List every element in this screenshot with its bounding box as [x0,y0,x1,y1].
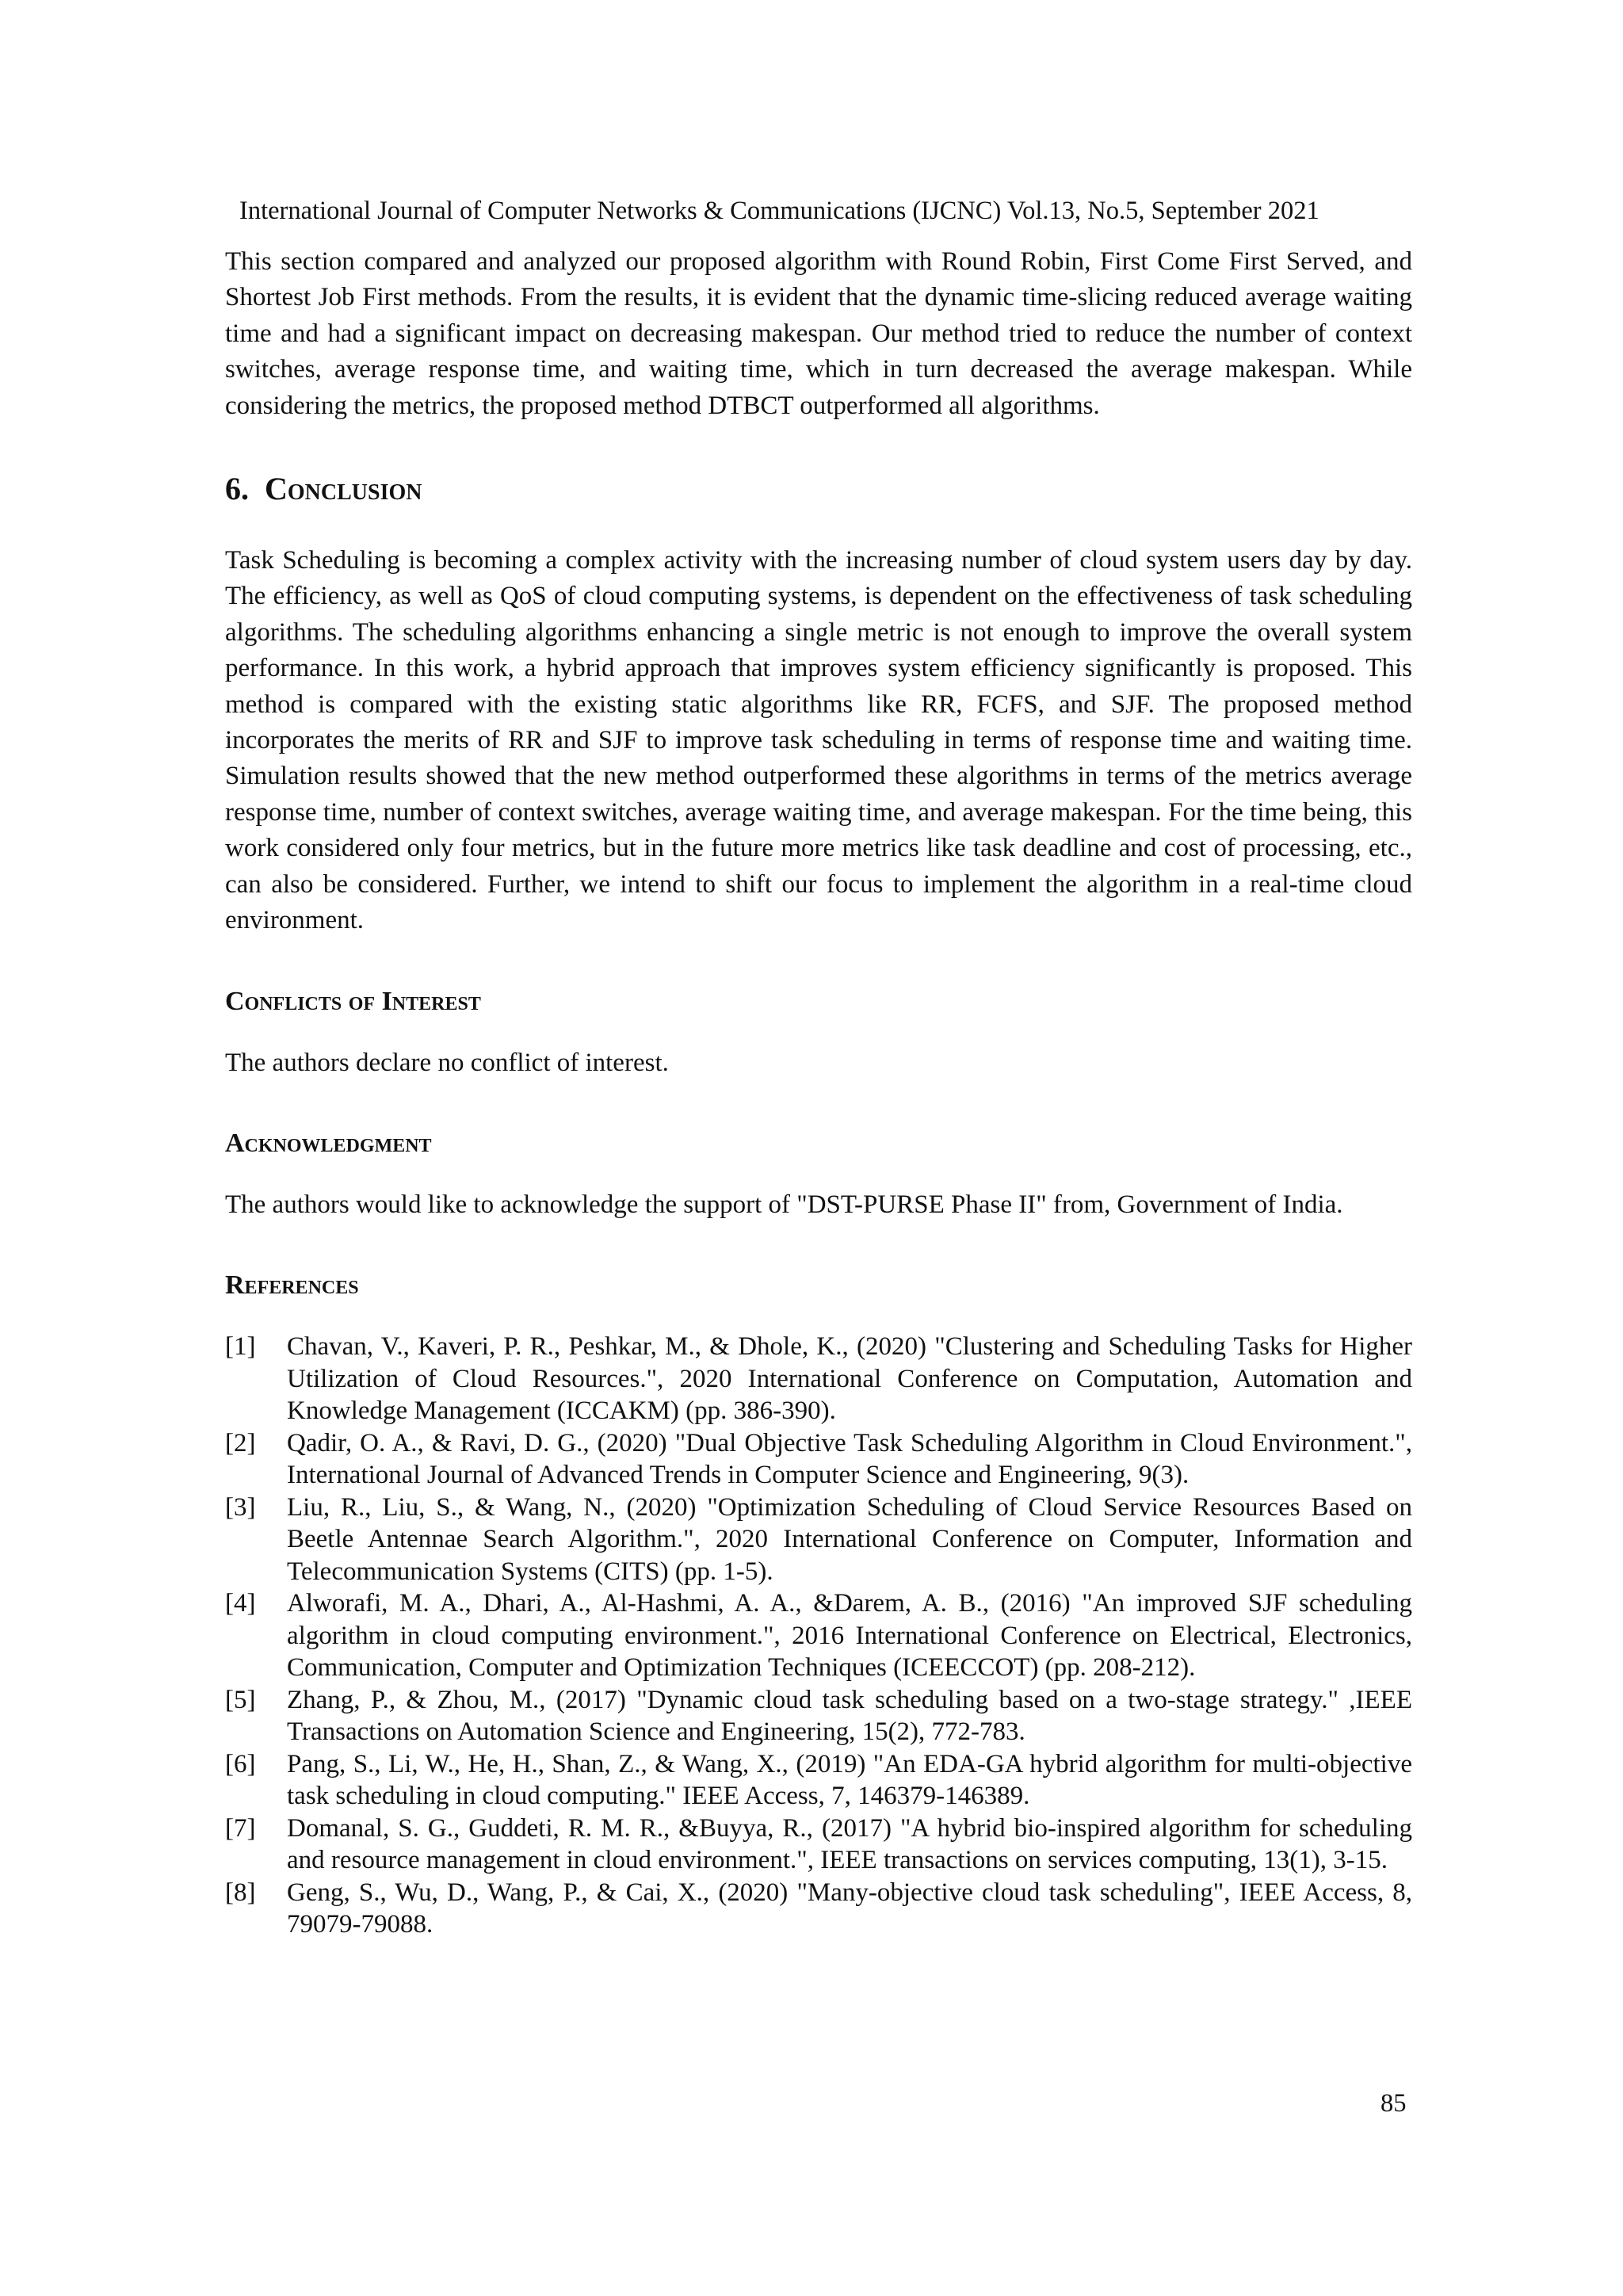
reference-number: [4] [225,1589,256,1618]
reference-number: [7] [225,1813,256,1843]
reference-item [225,1587,1412,1684]
reference-text: Geng, S., Wu, D., Wang, P., & Cai, X., (2020) "Many-objective cloud task scheduling", IEEE Access, 8, 79079-79088. [287,1878,1412,1939]
section-number: 6. [225,471,249,507]
running-header: International Journal of Computer Networks & Communications (IJCNC) Vol.13, No.5, September 2021 [239,197,1319,225]
conclusion-paragraph: Task Scheduling is becoming a complex activity with the increasing number of cloud system users day by day. The efficiency, as well as QoS of cloud computing systems, is dependent on the effectiveness of task scheduling algorithms. The scheduling algorithms enhancing a single metric is not enough to improve the overall system performance. In this work, a hybrid approach that improves system efficiency significantly is proposed. This method is compared with the existing static algorithms like RR, FCFS, and SJF. The proposed method incorporates the merits of RR and SJF to improve task scheduling in terms of response time and waiting time. Simulation results showed that the new method outperformed these algorithms in terms of the metrics average response time, number of context switches, average waiting time, and average makespan. For the time being, this work considered only four metrics, but in the future more metrics like task deadline and cost of processing, etc., can also be considered. Further, we intend to shift our focus to implement the algorithm in a real-time cloud environment. [225,546,1412,935]
reference-text: Alworafi, M. A., Dhari, A., Al-Hashmi, A. A., &Darem, A. B., (2016) "An improved SJF scheduling algorithm in cloud computing environment.", 2016 International Conference on Electrical, Electronics, Communication, Computer and Optimization Techniques (ICEECCOT) (pp. 208-212). [287,1589,1412,1683]
reference-text: Chavan, V., Kaveri, P. R., Peshkar, M., & Dhole, K., (2020) "Clustering and Scheduling Tasks for Higher Utilization of Cloud Resources.", 2020 International Conference on Computation, Automation and Knowledge Management (ICCAKM) (pp. 386-390). [287,1332,1412,1426]
conflicts-text: The authors declare no conflict of interest. [225,1048,669,1077]
section-title: Conclusion [265,471,422,507]
reference-text: Liu, R., Liu, S., & Wang, N., (2020) "Optimization Scheduling of Cloud Service Resources Based on Beetle Antennae Search Algorithm.", 2020 International Conference on Computer, Information and Telecommunication Systems (CITS) (pp. 1-5). [287,1492,1412,1586]
heading-conflicts-of-interest: Conflicts of Interest [225,986,481,1016]
reference-number: [1] [225,1332,256,1362]
reference-text: Qadir, O. A., & Ravi, D. G., (2020) "Dual Objective Task Scheduling Algorithm in Cloud Environment.", International Journal of Advanced Trends in Computer Science and Engineering, 9(3). [287,1428,1412,1490]
page-number: 85 [1381,2089,1407,2118]
acknowledgment-text: The authors would like to acknowledge the support of "DST-PURSE Phase II" from, Government of India. [225,1190,1343,1219]
page-content [225,244,1412,1941]
section-heading-conclusion [225,470,1412,508]
reference-list [225,1331,1412,1941]
reference-number: [3] [225,1492,256,1522]
reference-item [225,1492,1412,1588]
reference-number: [8] [225,1878,256,1907]
reference-item [225,1684,1412,1748]
reference-item [225,1748,1412,1813]
heading-references: References [225,1270,359,1301]
reference-number: [6] [225,1749,256,1778]
reference-text: Zhang, P., & Zhou, M., (2017) "Dynamic cloud task scheduling based on a two-stage strategy." ,IEEE Transactions on Automation Science and Engineering, 15(2), 772-783. [287,1685,1412,1747]
reference-item [225,1813,1412,1877]
reference-number: [5] [225,1685,256,1714]
intro-paragraph: This section compared and analyzed our proposed algorithm with Round Robin, First Come First Served, and Shortest Job First methods. From the results, it is evident that the dynamic time-slicing reduced average waiting time and had a significant impact on decreasing makespan. Our method tried to reduce the number of context switches, average response time, and waiting time, which in turn decreased the average makespan. While considering the metrics, the proposed method DTBCT outperformed all algorithms. [225,247,1412,420]
reference-text: Domanal, S. G., Guddeti, R. M. R., &Buyya, R., (2017) "A hybrid bio-inspired algorithm for scheduling and resource management in cloud environment.", IEEE transactions on services computing, 13(1), 3-15. [287,1813,1412,1875]
reference-number: [2] [225,1428,256,1457]
reference-text: Pang, S., Li, W., He, H., Shan, Z., & Wang, X., (2019) "An EDA-GA hybrid algorithm for multi-objective task scheduling in cloud computing." IEEE Access, 7, 146379-146389. [287,1749,1412,1811]
reference-item [225,1427,1412,1492]
reference-item [225,1331,1412,1427]
reference-item [225,1877,1412,1941]
heading-acknowledgment: Acknowledgment [225,1128,432,1158]
